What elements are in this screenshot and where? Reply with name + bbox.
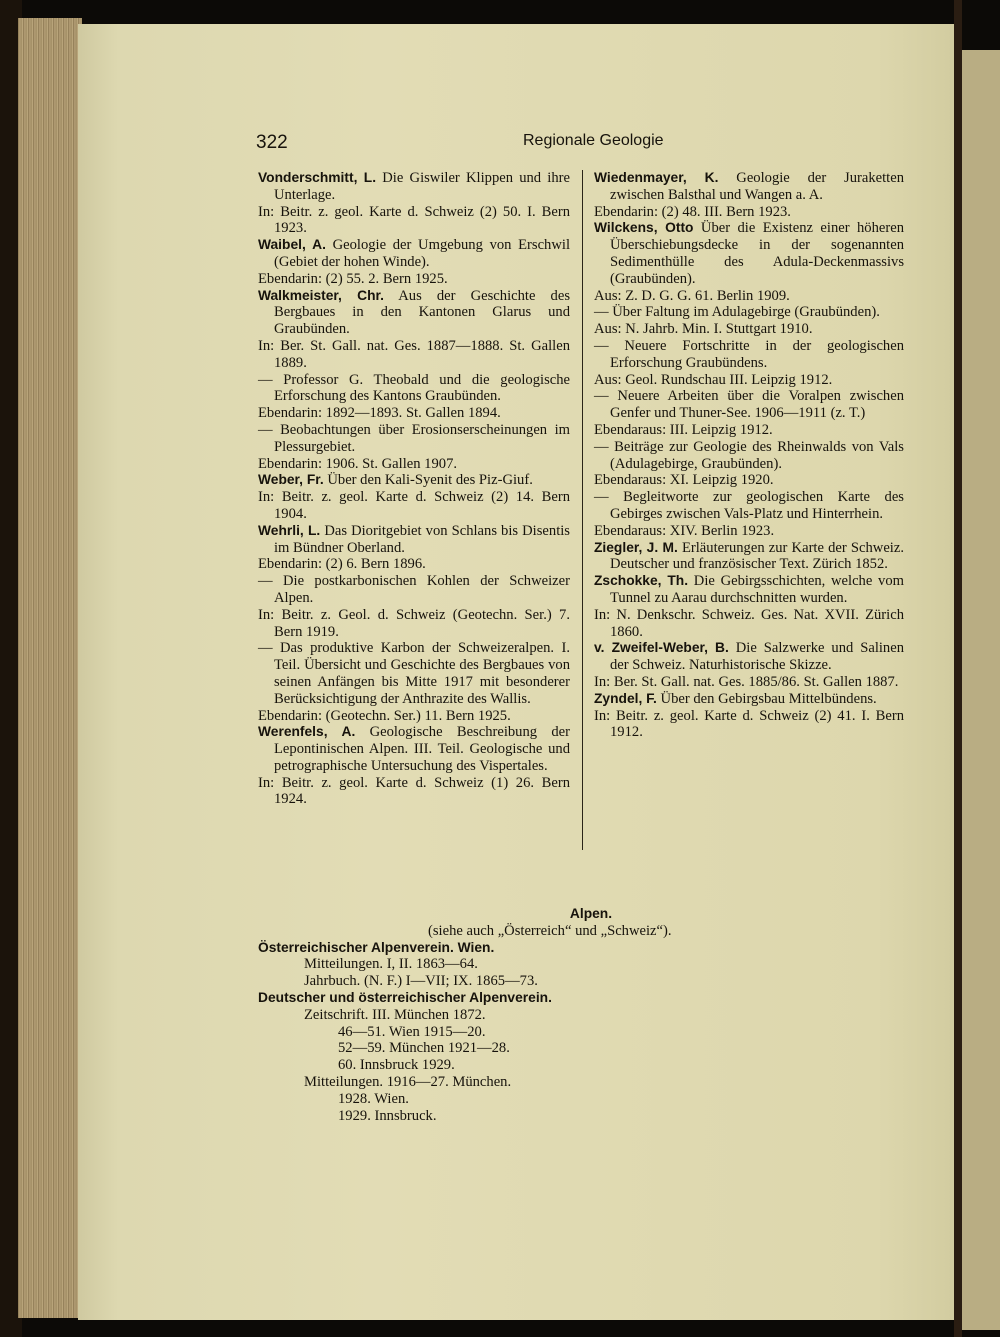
organization-name: Österreichischer Alpenverein. Wien. <box>258 939 495 955</box>
bibliography-entry <box>258 422 570 472</box>
book-gutter <box>954 0 962 1337</box>
entry-title: Die Giswiler Klippen und ihre Unterlage. <box>274 170 570 203</box>
entry-title: Beiträge zur Geologie des Rheinwalds von Vals (Adulagebirge, Graubünden). <box>610 438 904 472</box>
bibliography-entry <box>594 573 904 640</box>
entry-title: Geologie der Juraketten zwischen Balsthal und Wangen a. A. <box>610 170 904 203</box>
bibliography-entry <box>594 304 904 338</box>
bibliography-entry <box>594 489 904 539</box>
publication-subline: 1928. Wien. <box>338 1090 409 1107</box>
bibliography-entry <box>258 573 570 640</box>
entry-source: Ebendarin: 1892—1893. St. Gallen 1894. <box>258 405 501 422</box>
entry-source: Ebendarin: (2) 6. Bern 1896. <box>258 556 426 573</box>
right-column <box>594 170 904 741</box>
entry-author: — <box>594 489 609 506</box>
entry-author: — <box>258 573 273 590</box>
entry-source: In: Beitr. z. Geol. d. Schweiz (Geotechn. Ser.) 7. Bern 1919. <box>258 606 570 640</box>
alpen-section <box>258 906 904 1124</box>
entry-title: Neuere Arbeiten über die Voralpen zwischen Genfer und Thuner-See. 1906—1911 (z. T.) <box>610 388 904 422</box>
entry-source: In: Beitr. z. geol. Karte d. Schweiz (1) 26. Bern 1924. <box>258 774 570 808</box>
running-head: Regionale Geologie <box>523 132 664 149</box>
entry-author: Walkmeister, Chr. <box>258 287 384 303</box>
bibliography-entry <box>258 170 570 237</box>
entry-title: Die postkarbonischen Kohlen der Schweizer Alpen. <box>274 573 570 606</box>
bibliography-entry <box>594 439 904 489</box>
left-column <box>258 170 570 808</box>
entry-author: Wilckens, Otto <box>594 220 694 236</box>
publication-line: Mitteilungen. 1916—27. München. <box>304 1073 512 1090</box>
entry-author: v. Zweifel-Weber, B. <box>594 640 729 656</box>
entry-title: Erläuterungen zur Karte der Schweiz. Deutscher und französischer Text. Zürich 1852. <box>610 539 904 573</box>
entry-source: Ebendarin: (2) 55. 2. Bern 1925. <box>258 270 448 287</box>
entry-author: Vonderschmitt, L. <box>258 170 377 185</box>
column-divider <box>582 170 583 850</box>
entry-title: Das produktive Karbon der Schweizeralpen. I. Teil. Übersicht und Geschichte des Bergbaues von seinen Anfängen bis Mitte 1917 mit besonderer Berücksichtigung der Anthrazite des Wallis. <box>274 640 570 707</box>
entry-title: Professor G. Theobald und die geologische Erforschung des Kantons Graubünden. <box>274 371 570 405</box>
entry-title: Über Faltung im Adulagebirge (Graubünden). <box>612 304 880 321</box>
bibliography-entry <box>594 220 904 304</box>
entry-title: Begleitworte zur geologischen Karte des Gebirges zwischen Vals-Platz und Hinterrhein. <box>610 489 904 522</box>
entry-author: Wiedenmayer, K. <box>594 170 719 185</box>
entry-source: Ebendarin: 1906. St. Gallen 1907. <box>258 455 458 472</box>
entry-title: Über den Gebirgsbau Mittelbündens. <box>660 690 877 707</box>
entry-title: Geologie der Umgebung von Erschwil (Gebiet der hohen Winde). <box>274 237 570 270</box>
publication-line: Mitteilungen. I, II. 1863—64. <box>304 956 478 973</box>
entry-title: Neuere Fortschritte in der geologischen Erforschung Graubündens. <box>610 337 904 371</box>
bibliography-entry <box>594 691 904 741</box>
entry-author: — <box>594 388 609 405</box>
entry-title: Beobachtungen über Erosionserscheinungen im Plessurgebiet. <box>274 421 570 455</box>
publication-subline: 1929. Innsbruck. <box>338 1107 437 1124</box>
publication-subline: 46—51. Wien 1915—20. <box>338 1023 486 1040</box>
entry-author: Zyndel, F. <box>594 690 657 706</box>
bibliography-entry <box>258 237 570 287</box>
entry-title: Aus der Geschichte des Bergbaues in den Kantonen Glarus und Graubünden. <box>274 287 570 338</box>
bibliography-entry <box>258 472 570 522</box>
entry-source: Ebendaraus: XIV. Berlin 1923. <box>594 522 775 539</box>
publication-subline: 52—59. München 1921—28. <box>338 1040 510 1057</box>
entry-source: Aus: Geol. Rundschau III. Leipzig 1912. <box>594 371 833 388</box>
entry-author: — <box>258 421 273 438</box>
entry-source: Ebendaraus: XI. Leipzig 1920. <box>594 472 774 489</box>
publication-subline: 60. Innsbruck 1929. <box>338 1057 455 1074</box>
entry-title: Über die Existenz einer höheren Überschiebungsdecke in der sogenannten Sedimenthülle des Adula-Deckenmassivs (Graubünden). <box>610 220 904 287</box>
facing-page-edge <box>962 50 1000 1330</box>
entry-source: In: Beitr. z. geol. Karte d. Schweiz (2) 50. I. Bern 1923. <box>258 203 570 237</box>
bibliography-entry <box>258 523 570 573</box>
entry-source: In: Ber. St. Gall. nat. Ges. 1887—1888. St. Gallen 1889. <box>258 337 570 371</box>
entry-source: Ebendarin: (2) 48. III. Bern 1923. <box>594 203 791 220</box>
organization-name: Deutscher und österreichischer Alpenverein. <box>258 989 552 1005</box>
bibliography-entry <box>258 724 570 808</box>
entry-source: In: Beitr. z. geol. Karte d. Schweiz (2) 14. Bern 1904. <box>258 489 570 522</box>
entry-source: In: N. Denkschr. Schweiz. Ges. Nat. XVII. Zürich 1860. <box>594 606 904 640</box>
entry-author: Zschokke, Th. <box>594 573 689 589</box>
bibliography-entry <box>594 388 904 438</box>
entry-title: Geologische Beschreibung der Lepontinischen Alpen. III. Teil. Geologische und petrographische Untersuchung des Vispertales. <box>274 724 570 774</box>
entry-source: Ebendarin: (Geotechn. Ser.) 11. Bern 1925. <box>258 707 511 724</box>
entry-author: — <box>594 438 609 455</box>
entry-title: Die Salzwerke und Salinen der Schweiz. Naturhistorische Skizze. <box>610 640 904 674</box>
entry-source: Aus: Z. D. G. G. 61. Berlin 1909. <box>594 287 790 304</box>
entry-source: In: Ber. St. Gall. nat. Ges. 1885/86. St. Gallen 1887. <box>594 673 899 690</box>
entry-author: Waibel, A. <box>258 237 326 253</box>
book-page-edges <box>18 18 82 1318</box>
see-also-note: (siehe auch „Österreich“ und „Schweiz“). <box>428 922 672 939</box>
entry-title: Über den Kali-Syenit des Piz-Giuf. <box>327 472 533 489</box>
bibliography-entry <box>594 338 904 388</box>
entry-source: Aus: N. Jahrb. Min. I. Stuttgart 1910. <box>594 321 813 338</box>
publication-line: Zeitschrift. III. München 1872. <box>304 1006 486 1023</box>
entry-author: — <box>258 640 273 657</box>
entry-author: Weber, Fr. <box>258 472 324 488</box>
entry-source: In: Beitr. z. geol. Karte d. Schweiz (2) 41. I. Bern 1912. <box>594 707 904 741</box>
bibliography-entry <box>594 640 904 690</box>
section-heading: Alpen. <box>569 906 613 921</box>
bibliography-entry <box>594 540 904 574</box>
entry-author: — <box>258 371 273 388</box>
entry-title: Das Dioritgebiet von Schlans bis Disentis im Bündner Oberland. <box>274 522 570 556</box>
entry-author: Ziegler, J. M. <box>594 539 678 555</box>
bibliography-entry <box>258 640 570 724</box>
bibliography-entry <box>258 372 570 422</box>
publication-line: Jahrbuch. (N. F.) I—VII; IX. 1865—73. <box>304 973 538 990</box>
bibliography-entry <box>258 288 570 372</box>
page-number: 322 <box>256 132 288 153</box>
entry-author: Wehrli, L. <box>258 522 321 538</box>
entry-title: Die Gebirgsschichten, welche vom Tunnel zu Aarau durchschnitten wurden. <box>610 573 904 606</box>
entry-author: — <box>594 304 609 321</box>
bibliography-entry <box>594 170 904 220</box>
entry-author: Werenfels, A. <box>258 724 356 740</box>
entry-author: — <box>594 337 609 354</box>
entry-source: Ebendaraus: III. Leipzig 1912. <box>594 421 773 438</box>
